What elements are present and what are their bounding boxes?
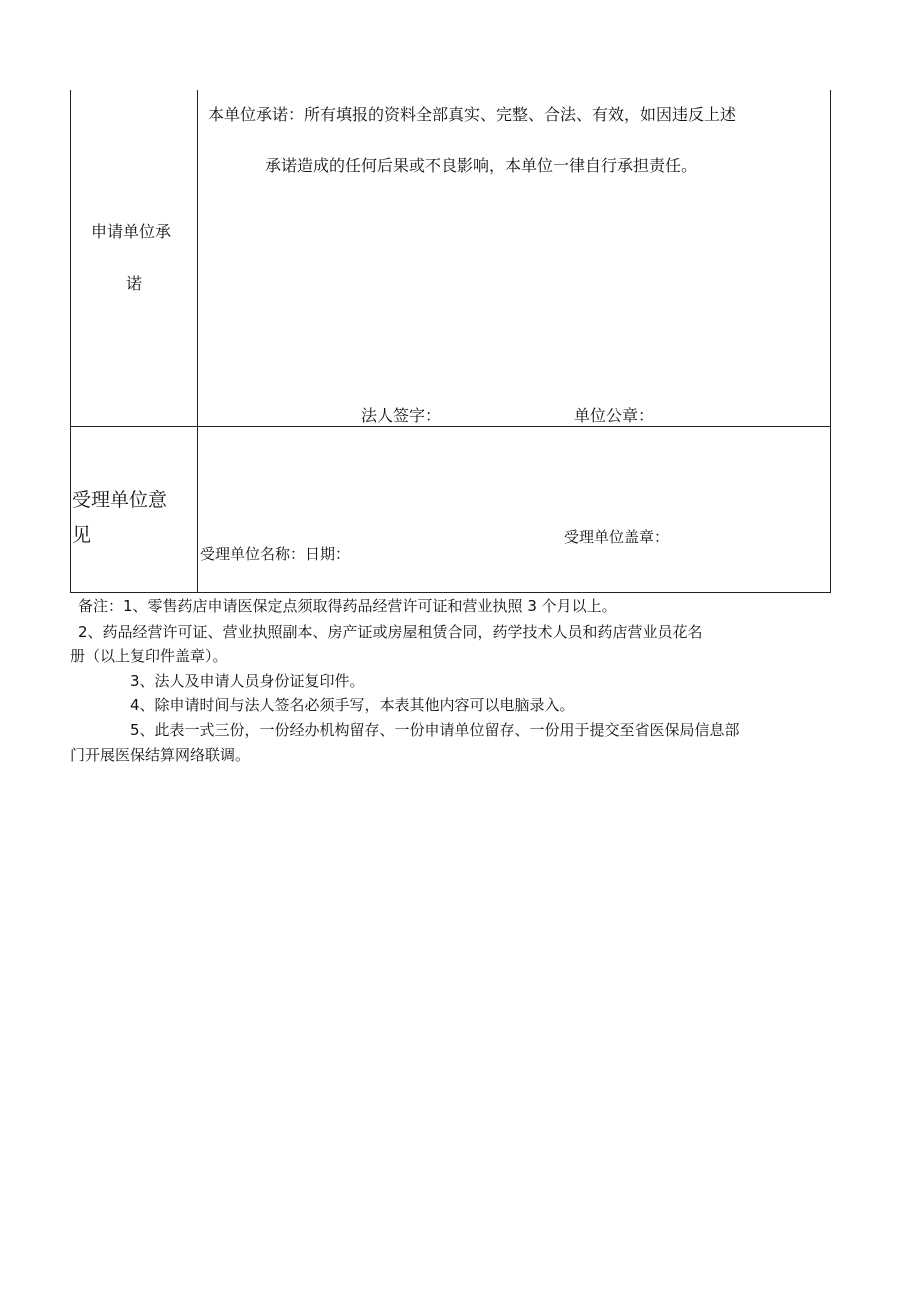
note-1: 备注：1、零售药店申请医保定点须取得药品经营许可证和营业执照 3 个月以上。 [78,597,617,615]
table-bottom-border [70,592,831,593]
commitment-label-line2: 诺 [126,274,143,293]
note-4: 4、除申请时间与法人签名必须手写，本表其他内容可以电脑录入。 [130,696,575,714]
note-5-line2: 门开展医保结算网络联调。 [70,746,251,764]
note-5-line1: 5、此表一式三份，一份经办机构留存、一份申请单位留存、一份用于提交至省医保局信息部 [130,721,740,739]
commitment-statement-line2: 承诺造成的任何后果或不良影响，本单位一律自行承担责任。 [265,156,698,175]
commitment-label-line1: 申请单位承 [91,222,172,241]
table-row-divider [70,426,831,427]
commitment-statement-line1: 本单位承诺：所有填报的资料全部真实、完整、合法、有效，如因违反上述 [208,105,737,124]
unit-seal-label: 单位公章： [574,406,655,425]
acceptance-label-line2: 见 [72,524,92,546]
note-2-line2: 册（以上复印件盖章）。 [70,647,228,665]
legal-signature-label: 法人签字： [361,406,442,425]
acceptance-seal-label: 受理单位盖章： [564,528,670,546]
acceptance-label-line1: 受理单位意 [72,489,168,511]
table-right-border [830,90,831,593]
note-3: 3、法人及申请人员身份证复印件。 [130,672,365,690]
acceptance-name-date-label: 受理单位名称：日期： [200,545,351,563]
table-left-border [70,90,71,593]
table-column-divider [197,90,198,593]
note-2-line1: 2、药品经营许可证、营业执照副本、房产证或房屋租赁合同，药学技术人员和药店营业员花名 [78,623,703,641]
